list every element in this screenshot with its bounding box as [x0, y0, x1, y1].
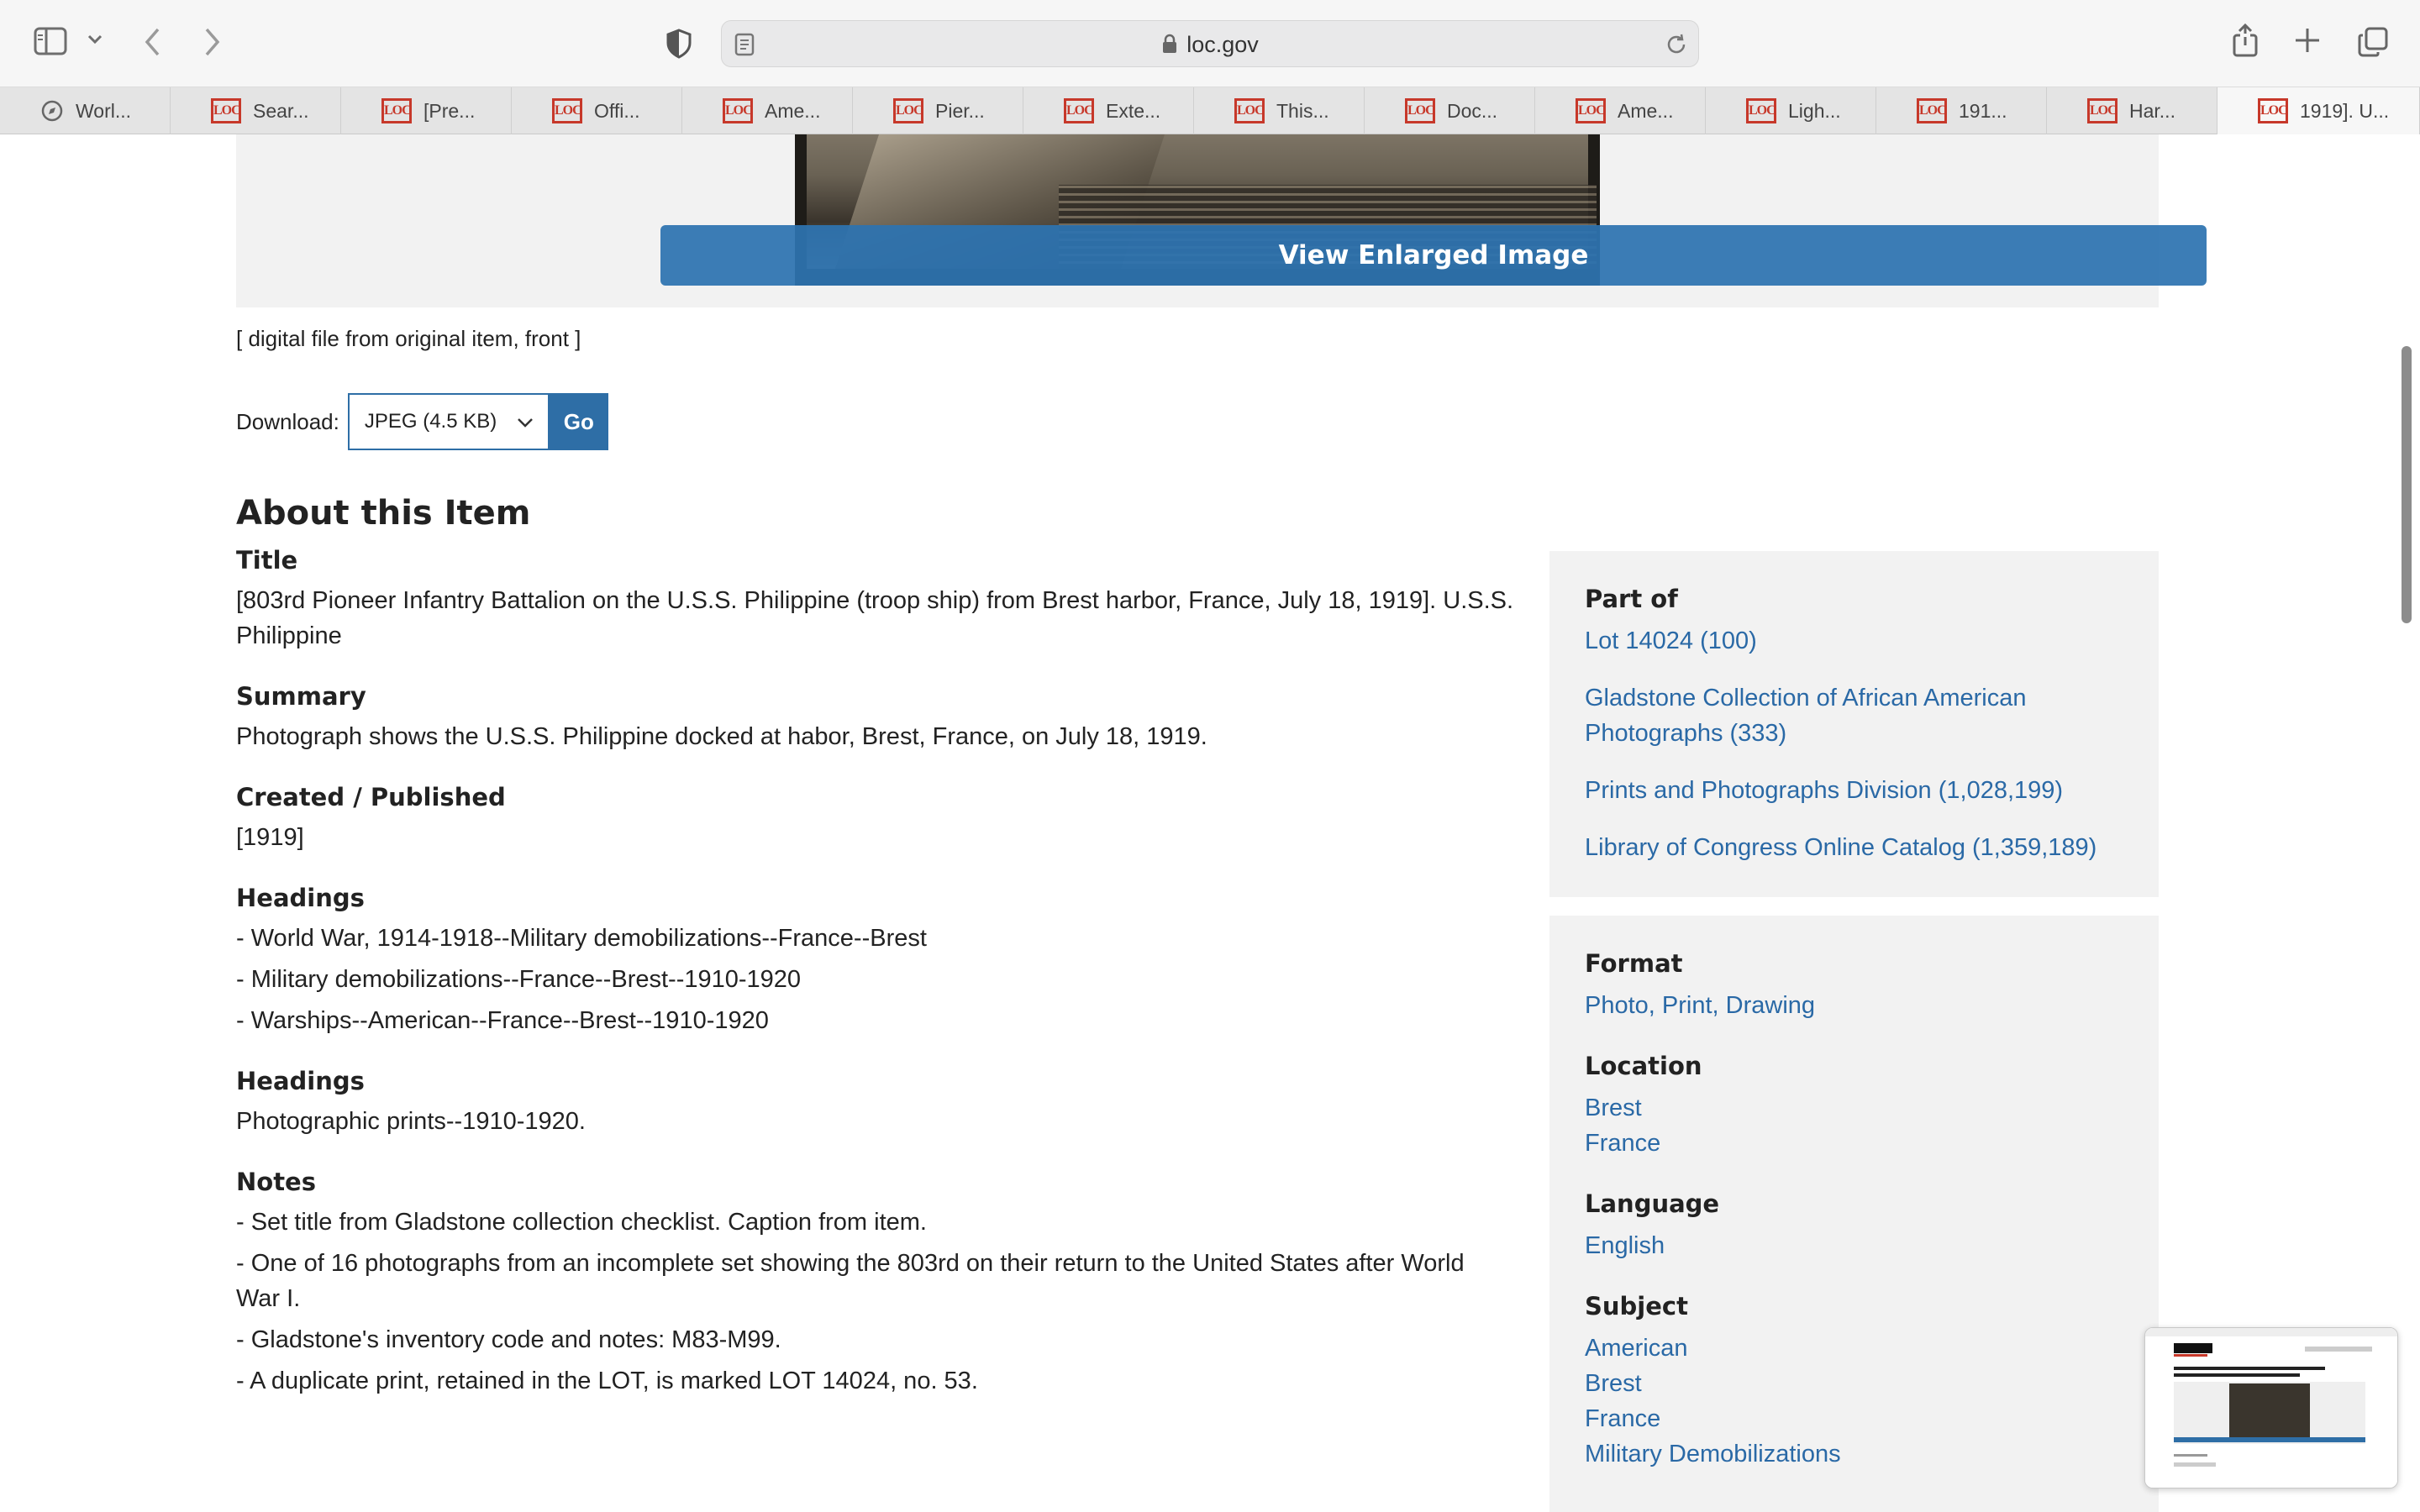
field-title [236, 546, 1514, 654]
language-group [1585, 1189, 2123, 1263]
url-text[interactable] [722, 21, 1698, 68]
loc-icon: LOC [2258, 98, 2288, 123]
compass-icon [40, 99, 64, 123]
part-of-link[interactable]: Prints and Photographs Division (1,028,199) [1585, 777, 2064, 804]
tab-2[interactable] [341, 87, 512, 134]
loc-icon: LOC [723, 98, 753, 123]
tab-bar [0, 87, 2420, 134]
format-link[interactable]: Photo, Print, Drawing [1585, 992, 1816, 1019]
page-thumbnail-preview[interactable] [2144, 1327, 2398, 1488]
item-details [236, 546, 1514, 1427]
privacy-shield-icon[interactable] [666, 29, 692, 59]
list-item: - World War, 1914-1918--Military demobilizations--France--Brest [236, 925, 927, 952]
browser-toolbar [0, 0, 2420, 87]
field-label: Notes [236, 1168, 316, 1196]
reload-icon[interactable] [1665, 33, 1688, 56]
tab-label: Exte... [1106, 99, 1161, 122]
tab-label: Worl... [76, 99, 132, 122]
tab-label: Sear... [253, 99, 309, 122]
image-caption: [ digital file from original item, front ] [236, 326, 581, 351]
subject-label: Subject [1585, 1292, 1688, 1320]
format-label: Format [1585, 949, 1683, 978]
download-go-button[interactable]: Go [550, 393, 608, 450]
view-enlarged-image-button[interactable]: View Enlarged Image [660, 225, 2207, 286]
tab-12[interactable] [2047, 87, 2217, 134]
field-value: [803rd Pioneer Infantry Battalion on the U.S.S. Philippine (troop ship) from Brest harbor, France, July 18, 1919]. U.S.S. Philippine [236, 587, 1514, 649]
loc-icon: LOC [211, 98, 241, 123]
back-icon[interactable] [143, 27, 163, 57]
field-label: Headings [236, 1067, 365, 1095]
list-item: - Set title from Gladstone collection checklist. Caption from item. [236, 1209, 927, 1236]
download-selected-value: JPEG (4.5 KB) [364, 410, 497, 433]
loc-icon: LOC [1917, 98, 1947, 123]
tab-3[interactable] [512, 87, 682, 134]
list-item: - Warships--American--France--Brest--1910-1920 [236, 1007, 769, 1034]
chevron-down-icon[interactable] [87, 34, 103, 45]
field-created [236, 783, 1480, 855]
loc-icon: LOC [552, 98, 582, 123]
loc-icon: LOC [1576, 98, 1606, 123]
list-item: - Gladstone's inventory code and notes: M83-M99. [236, 1326, 781, 1353]
loc-icon: LOC [1746, 98, 1776, 123]
list-item: - A duplicate print, retained in the LOT, is marked LOT 14024, no. 53. [236, 1368, 978, 1394]
location-link[interactable]: Brest [1585, 1095, 1642, 1121]
tab-label: Har... [2129, 99, 2175, 122]
tab-label: Offi... [594, 99, 640, 122]
url-label: loc.gov [1186, 32, 1259, 57]
tab-4[interactable] [682, 87, 853, 134]
about-heading: About this Item [236, 494, 531, 533]
loc-icon: LOC [893, 98, 923, 123]
page-content [0, 134, 2420, 1512]
sidebar-toggle-icon[interactable] [34, 27, 67, 55]
thumbnail-graphic [2145, 1328, 2398, 1488]
part-of-link[interactable]: Gladstone Collection of African American Photographs (333) [1585, 685, 2027, 747]
scrollbar-thumb[interactable] [2402, 346, 2412, 623]
field-headings [236, 884, 1480, 1038]
field-value: Photographic prints--1910-1920. [236, 1108, 586, 1135]
tab-label: Ame... [765, 99, 821, 122]
tab-overview-icon[interactable] [2358, 27, 2388, 57]
tab-11[interactable] [1876, 87, 2047, 134]
tab-5[interactable] [853, 87, 1023, 134]
tab-1[interactable] [171, 87, 341, 134]
address-bar[interactable] [721, 20, 1699, 67]
field-label: Title [236, 546, 298, 575]
tab-label: Doc... [1447, 99, 1498, 122]
loc-icon: LOC [2087, 98, 2118, 123]
language-label: Language [1585, 1189, 1720, 1218]
tab-label: 1919]. U... [2300, 99, 2390, 122]
tab-label: Ame... [1618, 99, 1674, 122]
page-scrollbar[interactable] [2396, 134, 2415, 1512]
subject-link[interactable]: Military Demobilizations [1585, 1441, 1841, 1467]
tab-10[interactable] [1706, 87, 1876, 134]
loc-icon: LOC [381, 98, 412, 123]
format-group [1585, 949, 2123, 1023]
loc-icon: LOC [1064, 98, 1094, 123]
field-headings-2 [236, 1067, 1480, 1139]
lock-icon [1161, 23, 1178, 70]
location-group [1585, 1052, 2123, 1161]
tab-8[interactable] [1365, 87, 1535, 134]
loc-icon: LOC [1405, 98, 1435, 123]
download-format-select[interactable] [348, 393, 550, 450]
subject-link[interactable]: France [1585, 1405, 1661, 1432]
download-row [236, 393, 608, 450]
field-label: Created / Published [236, 783, 506, 811]
location-link[interactable]: France [1585, 1130, 1661, 1157]
loc-icon: LOC [1234, 98, 1265, 123]
part-of-panel [1549, 551, 2159, 897]
tab-label: Ligh... [1788, 99, 1841, 122]
image-panel [236, 134, 2159, 307]
field-value: Photograph shows the U.S.S. Philippine docked at habor, Brest, France, on July 18, 1919. [236, 723, 1207, 750]
facets-panel [1549, 916, 2159, 1512]
tab-13-active[interactable] [2217, 87, 2420, 134]
field-value: [1919] [236, 824, 304, 851]
field-summary [236, 682, 1480, 754]
chevron-down-icon [516, 413, 534, 432]
forward-icon[interactable] [202, 27, 222, 57]
location-label: Location [1585, 1052, 1702, 1080]
list-item: - One of 16 photographs from an incomplete set showing the 803rd on their return to the United States after World War I. [236, 1250, 1465, 1312]
tab-7[interactable] [1194, 87, 1365, 134]
tab-label: 191... [1959, 99, 2007, 122]
tab-6[interactable] [1023, 87, 1194, 134]
tab-9[interactable] [1535, 87, 1706, 134]
language-link[interactable]: English [1585, 1232, 1665, 1259]
list-item: - Military demobilizations--France--Brest--1910-1920 [236, 966, 802, 993]
field-notes [236, 1168, 1480, 1399]
download-label: Download: [236, 408, 339, 434]
part-of-link[interactable]: Lot 14024 (100) [1585, 627, 1757, 654]
share-icon[interactable] [2232, 24, 2259, 57]
subject-group [1585, 1292, 2123, 1472]
part-of-link[interactable]: Library of Congress Online Catalog (1,359,189) [1585, 834, 2097, 861]
tab-label: Pier... [935, 99, 985, 122]
tab-label: This... [1276, 99, 1329, 122]
field-label: Summary [236, 682, 366, 711]
tab-0[interactable] [0, 87, 171, 134]
field-label: Headings [236, 884, 365, 912]
subject-link[interactable]: Brest [1585, 1370, 1642, 1397]
part-of-label: Part of [1585, 585, 1678, 613]
tab-label: [Pre... [424, 99, 476, 122]
subject-link[interactable]: American [1585, 1335, 1688, 1362]
new-tab-icon[interactable] [2294, 27, 2321, 54]
